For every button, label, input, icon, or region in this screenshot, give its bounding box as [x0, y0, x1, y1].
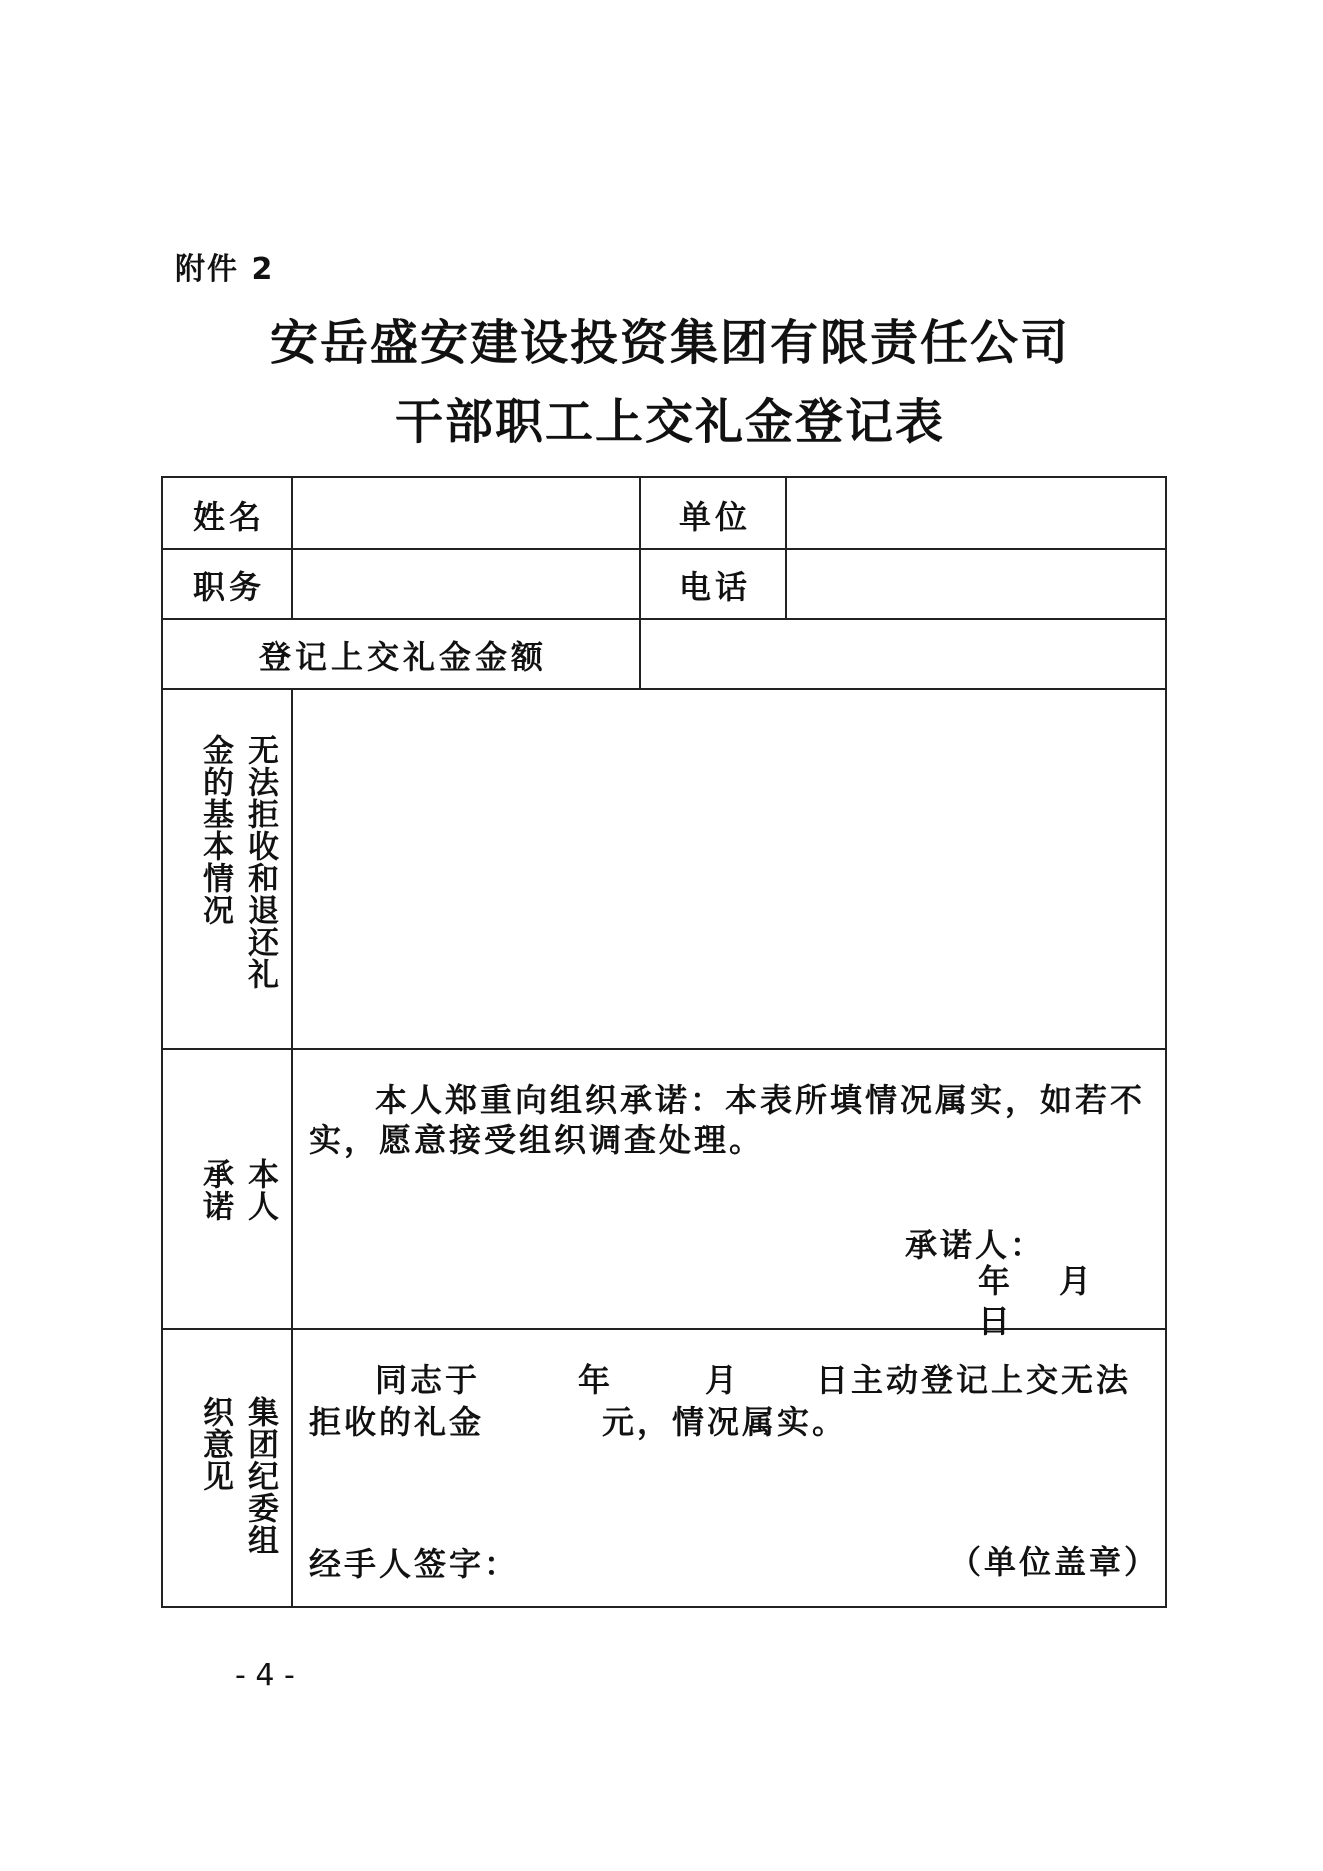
attachment-label: 附件 2 [175, 252, 275, 287]
amount-field[interactable] [641, 618, 1165, 688]
seal-label: （单位盖章） [949, 1543, 1160, 1581]
promise-date [978, 1261, 1165, 1341]
amount-label: 登记上交礼金金额 [259, 638, 548, 676]
unit-field[interactable] [787, 478, 1165, 548]
opinion-year: 年 [578, 1361, 614, 1399]
opinion-month: 月 [705, 1361, 741, 1399]
page-number: - 4 - [235, 1658, 295, 1693]
row-divider [163, 1048, 1165, 1050]
date-month: 月 [1059, 1262, 1095, 1300]
document-title-line2: 干部职工上交礼金登记表 [394, 394, 945, 450]
opinion-line2b: 元，情况属实。 [602, 1403, 848, 1441]
phone-field[interactable] [787, 548, 1165, 618]
promisor-label: 承诺人： [905, 1226, 1046, 1264]
opinion-part1: 同志于 [375, 1361, 481, 1399]
unit-label: 单位 [679, 498, 752, 536]
registration-form-table [161, 476, 1167, 1608]
handler-label: 经手人签字： [309, 1545, 520, 1583]
opinion-line1 [309, 1360, 1151, 1400]
position-label: 职务 [193, 568, 266, 606]
name-label: 姓名 [193, 498, 266, 536]
opinion-part2: 日主动登记上交无法 [816, 1361, 1132, 1399]
opinion-label: 集团纪委组织意见 [197, 1396, 278, 1556]
name-field[interactable] [293, 478, 639, 548]
situation-field[interactable] [293, 690, 1165, 1048]
document-title-line1: 安岳盛安建设投资集团有限责任公司 [269, 315, 1070, 371]
phone-label: 电话 [679, 568, 752, 606]
promise-label: 本人承诺 [197, 1158, 278, 1222]
opinion-line2 [309, 1402, 847, 1442]
opinion-line2a: 拒收的礼金 [309, 1403, 485, 1441]
situation-label: 无法拒收和退还礼金的基本情况 [197, 734, 278, 990]
date-day: 日 [978, 1302, 1014, 1340]
date-year: 年 [978, 1262, 1014, 1300]
position-field[interactable] [293, 548, 639, 618]
promise-text: 本人郑重向组织承诺：本表所填情况属实，如若不实，愿意接受组织调查处理。 [309, 1081, 1146, 1159]
